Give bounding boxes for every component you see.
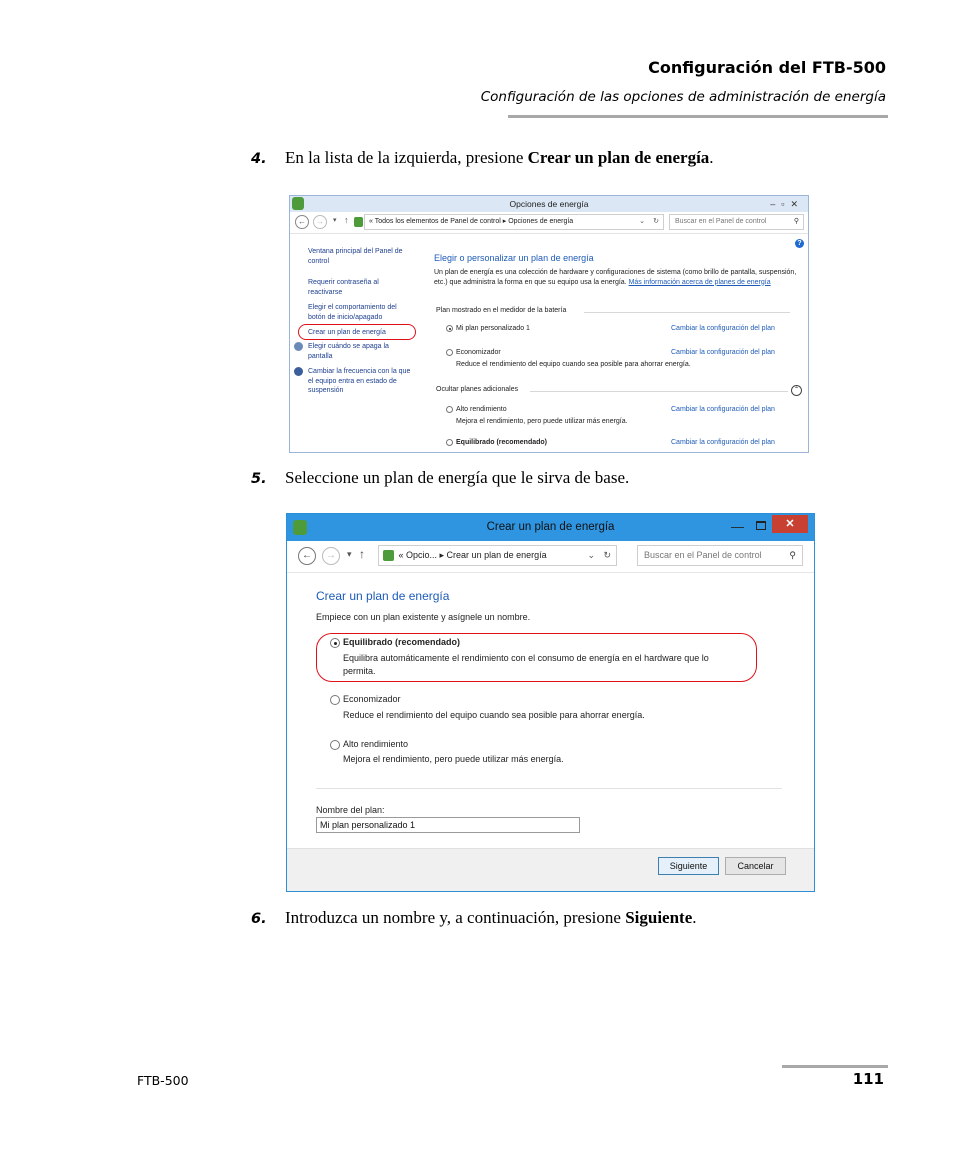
plan-name-high: Alto rendimiento [456, 406, 507, 413]
option-desc-high: Mejora el rendimiento, pero puede utilizar más energía. [343, 754, 564, 764]
sidebar-item-password[interactable]: Requerir contraseña al reactivarse [308, 279, 379, 296]
address-path: « Opcio... ▸ Crear un plan de energía [398, 550, 547, 560]
window-title: Crear un plan de energía [486, 521, 615, 533]
plan-radio-high[interactable] [446, 406, 453, 413]
footer-rule [782, 1065, 888, 1068]
intro-text: Empiece con un plan existente y asígnele un nombre. [316, 612, 531, 622]
chevron-down-icon[interactable]: ⌄ [639, 218, 645, 225]
option-name-economizer: Economizador [343, 694, 401, 704]
plan-radio-balanced[interactable] [446, 439, 453, 446]
sidebar-item-main[interactable]: Ventana principal del Panel de control [308, 248, 403, 265]
step-6 [251, 908, 697, 928]
section-battery-label: Plan mostrado en el medidor de la batería [436, 307, 567, 314]
main-heading: Crear un plan de energía [316, 589, 450, 603]
change-plan-link[interactable]: Cambiar la configuración del plan [671, 439, 775, 446]
change-plan-link[interactable]: Cambiar la configuración del plan [671, 349, 775, 356]
step-text: En la lista de la izquierda, presione [285, 148, 528, 167]
step-bold-term: Siguiente [625, 908, 693, 927]
chevron-up-icon[interactable]: ⌃ [791, 385, 802, 396]
plan-name-economizer: Economizador [456, 349, 501, 356]
option-radio-balanced[interactable] [330, 638, 340, 648]
search-icon[interactable]: ⚲ [793, 218, 799, 225]
address-field[interactable] [378, 545, 617, 566]
change-plan-link[interactable]: Cambiar la configuración del plan [671, 325, 775, 332]
search-placeholder: Buscar en el Panel de control [644, 550, 762, 560]
sidebar-item-sleep[interactable]: Cambiar la frecuencia con la que el equipo entra en estado de suspensión [308, 368, 411, 394]
step-punct: . [692, 908, 697, 927]
screenshot-create-power-plan [286, 513, 815, 892]
plan-name-input[interactable]: Mi plan personalizado 1 [316, 817, 580, 833]
search-input[interactable] [669, 214, 804, 230]
minimize-icon[interactable]: — [731, 519, 744, 534]
step-number: 6. [251, 911, 267, 927]
footer-doc-name: FTB-500 [137, 1073, 189, 1088]
recent-dropdown-icon[interactable]: ▾ [347, 549, 352, 559]
intro-body: Un plan de energía es una colección de hardware y configuraciones de sistema (como brillo de pantalla, suspensión, etc.) que administra la forma en que su equipo usa la energía. [434, 269, 797, 286]
refresh-icon[interactable]: ↻ [653, 218, 659, 225]
power-options-icon [292, 197, 304, 210]
search-placeholder: Buscar en el Panel de control [675, 218, 767, 225]
plan-desc-economizer: Reduce el rendimiento del equipo cuando sea posible para ahorrar energía. [456, 361, 691, 368]
refresh-icon[interactable]: ↻ [603, 550, 611, 560]
up-arrow-icon[interactable]: ↑ [344, 215, 349, 225]
power-options-icon [293, 520, 307, 535]
step-number: 4. [251, 151, 267, 167]
step-punct: . [709, 148, 714, 167]
plan-name-custom: Mi plan personalizado 1 [456, 325, 530, 332]
option-name-balanced: Equilibrado (recomendado) [343, 637, 461, 647]
recent-dropdown-icon[interactable]: ▾ [333, 217, 337, 224]
back-arrow-icon[interactable]: ← [295, 215, 309, 229]
plan-name-balanced: Equilibrado (recomendado) [456, 439, 548, 446]
plan-desc-high: Mejora el rendimiento, pero puede utilizar más energía. [456, 418, 628, 425]
control-panel-icon [354, 217, 363, 227]
highlight-oval [298, 324, 416, 340]
sidebar-item-power-button[interactable]: Elegir el comportamiento del botón de inicio/apagado [308, 304, 397, 321]
help-icon[interactable]: ? [795, 239, 804, 248]
page-header-subtitle: Configuración de las opciones de administración de energía [480, 89, 886, 105]
close-icon[interactable]: ✕ [772, 515, 808, 533]
option-desc-economizer: Reduce el rendimiento del equipo cuando sea posible para ahorrar energía. [343, 710, 645, 720]
section-divider [584, 312, 790, 313]
control-panel-icon [383, 550, 394, 561]
plan-radio-custom[interactable] [446, 325, 453, 332]
chevron-down-icon[interactable]: ⌄ [587, 550, 595, 560]
main-heading: Elegir o personalizar un plan de energía [434, 253, 594, 263]
step-text: Introduzca un nombre y, a continuación, presione [285, 908, 626, 927]
section-divider [530, 391, 788, 392]
step-number: 5. [251, 471, 267, 487]
change-plan-link[interactable]: Cambiar la configuración del plan [671, 406, 775, 413]
maximize-icon[interactable] [756, 521, 766, 530]
window-title: Opciones de energía [509, 199, 589, 209]
window-controls[interactable]: –▫✕ [770, 199, 804, 209]
step-text: Seleccione un plan de energía que le sirva de base. [285, 468, 630, 487]
option-desc-balanced: Equilibra automáticamente el rendimiento con el consumo de energía en el hardware que lo [343, 653, 709, 663]
forward-arrow-icon[interactable]: → [313, 215, 327, 229]
address-bar [287, 541, 814, 573]
address-bar [290, 212, 808, 234]
option-radio-economizer[interactable] [330, 695, 340, 705]
search-input[interactable] [637, 545, 803, 566]
page-header-title: Configuración del FTB-500 [648, 58, 886, 77]
option-name-high: Alto rendimiento [343, 739, 409, 749]
screenshot-power-options [289, 195, 809, 453]
plan-radio-economizer[interactable] [446, 349, 453, 356]
page-number: 111 [852, 1070, 884, 1088]
window-titlebar [287, 514, 814, 541]
window-titlebar [290, 196, 808, 212]
intro-text [434, 268, 804, 287]
plan-name-label: Nombre del plan: [316, 805, 385, 815]
cancel-button[interactable]: Cancelar [725, 857, 786, 875]
address-path: « Todos los elementos de Panel de control ▸ Opciones de energía [369, 218, 574, 225]
address-field[interactable] [364, 214, 664, 230]
step-bold-term: Crear un plan de energía [527, 148, 710, 167]
next-button[interactable]: Siguiente [658, 857, 719, 875]
option-desc-balanced-cont: permita. [343, 666, 376, 676]
step-5 [251, 468, 629, 488]
back-arrow-icon[interactable]: ← [298, 547, 316, 565]
sidebar-item-create-plan[interactable]: Crear un plan de energía [308, 329, 386, 336]
display-icon [294, 342, 303, 351]
step-4 [251, 148, 714, 168]
sidebar-item-display-off[interactable]: Elegir cuándo se apaga la pantalla [308, 343, 389, 360]
up-arrow-icon[interactable]: ↑ [359, 547, 365, 561]
search-icon[interactable]: ⚲ [789, 550, 796, 560]
forward-arrow-icon[interactable]: → [322, 547, 340, 565]
section-hidden-label: Ocultar planes adicionales [436, 386, 519, 393]
section-divider [316, 788, 782, 789]
more-info-link[interactable]: Más información acerca de planes de energía [628, 278, 771, 286]
option-radio-high[interactable] [330, 740, 340, 750]
sleep-moon-icon [294, 367, 303, 376]
header-rule [508, 115, 888, 118]
